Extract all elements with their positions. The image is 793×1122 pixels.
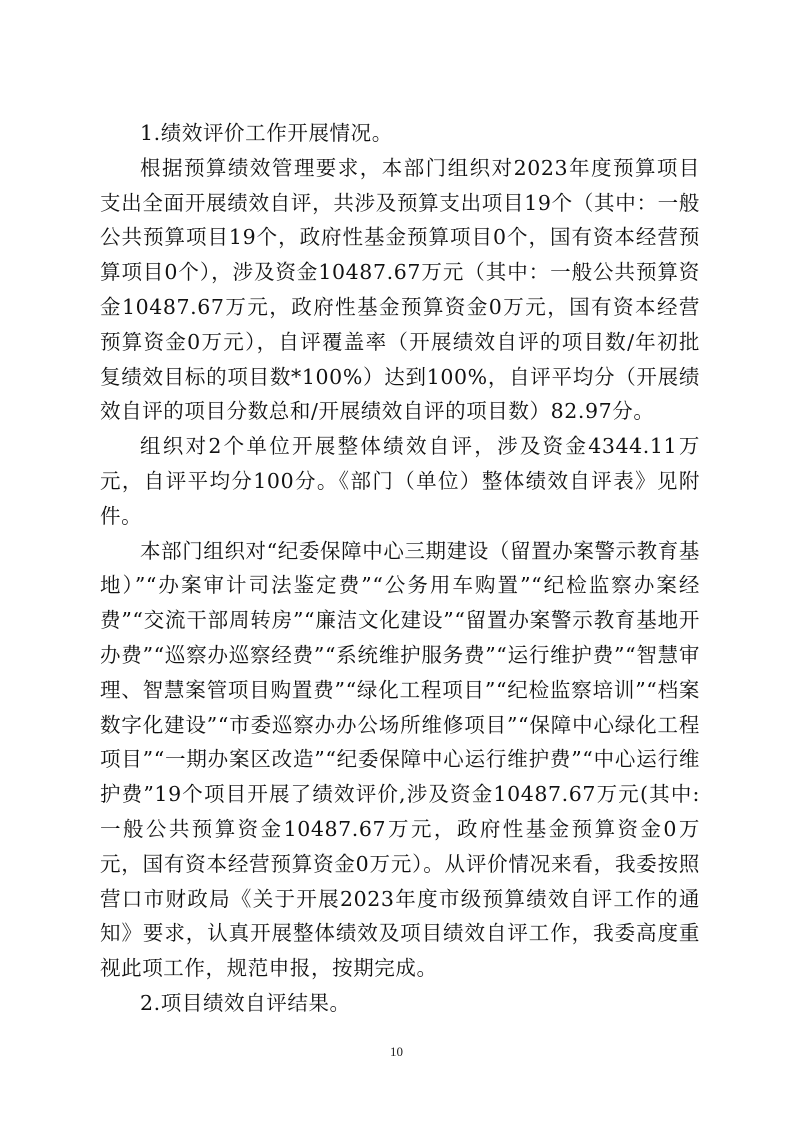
section-heading-results: 2.项目绩效自评结果。 [140, 990, 351, 1015]
page-number: 10 [390, 1044, 403, 1059]
paragraph-project-self-evaluation: 根据预算绩效管理要求，本部门组织对2023年度预算项目支出全面开展绩效自评，共涉及预算支出项目19个（其中：一般公共预算项目19个，政府性基金预算项目0个，国有资本经营预算项目0个），涉及资金10487.67万元（其中：一般公共预算资金10487.67万元，政府性基金预算资金0万元，国有资本经营预算资金0万元），自评覆盖率（开展绩效自评的项目数/年初批复绩效目标的项目数*100%）达到100%，自评平均分（开展绩效自评的项目分数总和/开展绩效自评的项目数）82.97分。 [100, 155, 700, 424]
section-heading-evaluation-status: 1.绩效评价工作开展情况。 [140, 121, 393, 145]
body-text [100, 116, 700, 1021]
paragraph-overall-self-evaluation: 组织对2个单位开展整体绩效自评，涉及资金4344.11万元，自评平均分100分。《部门（单位）整体绩效自评表》见附件。 [100, 434, 700, 528]
paragraph-project-list: 本部门组织对“纪委保障中心三期建设（留置办案警示教育基地）”“办案审计司法鉴定费”“公务用车购置”“纪检监察办案经费”“交流干部周转房”“廉洁文化建设”“留置办案警示教育基地开办费”“巡察办巡察经费”“系统维护服务费”“运行维护费”“智慧审理、智慧案管项目购置费”“绿化工程项目”“纪检监察培训”“档案数字化建设”“市委巡察办办公场所维修项目”“保障中心绿化工程项目”“一期办案区改造”“纪委保障中心运行维护费”“中心运行维护费”19个项目开展了绩效评价,涉及资金10487.67万元(其中:一般公共预算资金10487.67万元，政府性基金预算资金0万元，国有资本经营预算资金0万元）。从评价情况来看，我委按照营口市财政局《关于开展2023年度市级预算绩效自评工作的通知》要求，认真开展整体绩效及项目绩效自评工作，我委高度重视此项工作，规范申报，按期完成。 [100, 538, 700, 981]
